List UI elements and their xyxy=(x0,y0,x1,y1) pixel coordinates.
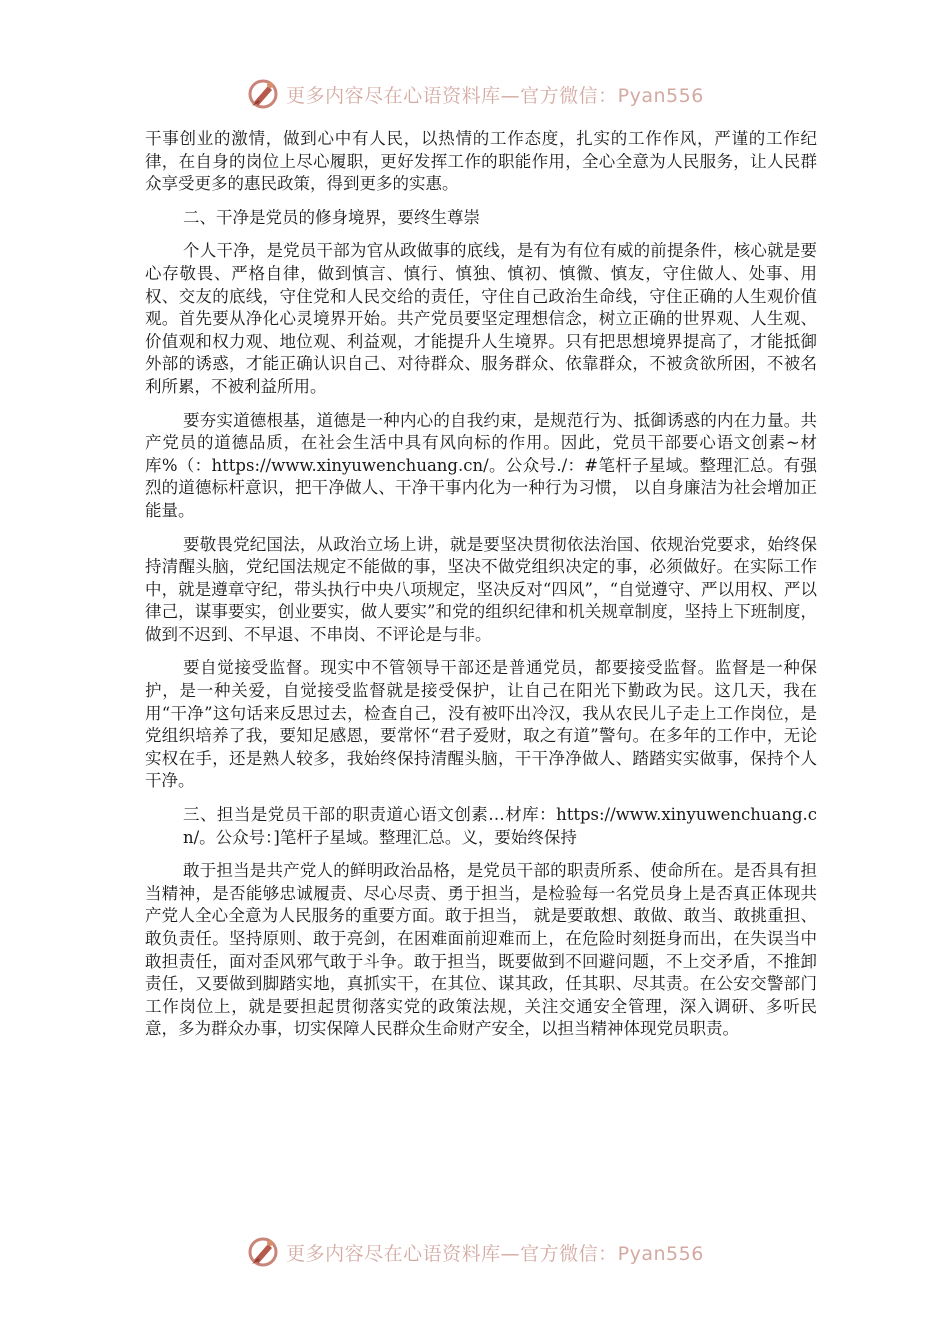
header-banner xyxy=(0,72,950,116)
paragraph: 要敬畏党纪国法，从政治立场上讲，就是要坚决贯彻依法治国、依规治党要求，始终保持清醒头脑，党纪国法规定不能做的事，坚决不做党组织决定的事，必须做好。在实际工作中，就是遵章守纪，带头执行中央八项规定，坚决反对“四风”，“自觉遵守、严以用权、严以律己，谋事要实，创业要实，做人要实”和党的组织纪律和机关规章制度，坚持上下班制度，做到不迟到、不早退、不串岗、不评论是与非。 xyxy=(145,534,817,644)
footer-banner xyxy=(0,1230,950,1274)
header-banner-text: 更多内容尽在心语资料库—官方微信：Pyan556 xyxy=(286,84,704,107)
brand-logo-icon xyxy=(246,1234,282,1270)
section-heading: 三、担当是党员干部的职责道心语文创素…材库：https://www.xinyuwenchuang.cn/。公众号：]笔杆子星域。整理汇总。义，要始终保持 xyxy=(183,805,817,847)
paragraph: 要夯实道德根基，道德是一种内心的自我约束，是规范行为、抵御诱惑的内在力量。共产党员的道德品质，在社会生活中具有风向标的作用。因此，党员干部要心语文创素~材库%（：https://www.xinyuwenchuang.cn/。公众号./：#笔杆子星域。整理汇总。有强烈的道德标杆意识，把干净做人、干净干事内化为一种行为习惯， 以自身廉洁为社会增加正能量。 xyxy=(145,410,817,520)
document-body xyxy=(145,128,817,1052)
paragraph: 个人干净，是党员干部为官从政做事的底线，是有为有位有威的前提条件，核心就是要心存敬畏、严格自律，做到慎言、慎行、慎独、慎初、慎微、慎友，守住做人、处事、用权、交友的底线，守住党和人民交给的责任，守住自己政治生命线，守住正确的人生观价值观。首先要从净化心灵境界开始。共产党员要坚定理想信念，树立正确的世界观、人生观、价值观和权力观、地位观、利益观，才能提升人生境界。只有把思想境界提高了，才能抵御外部的诱惑，才能正确认识自己、对待群众、服务群众、依靠群众，不被贪欲所困，不被名利所累，不被利益所用。 xyxy=(145,241,817,396)
brand-logo-icon xyxy=(246,76,282,112)
footer-banner-text: 更多内容尽在心语资料库—官方微信：Pyan556 xyxy=(286,1242,704,1265)
section-heading: 二、干净是党员的修身境界，要终生尊崇 xyxy=(183,207,480,227)
paragraph: 敢于担当是共产党人的鲜明政治品格，是党员干部的职责所系、使命所在。是否具有担当精神，是否能够忠诚履责、尽心尽责、勇于担当，是检验每一名党员身上是否真正体现共产党人全心全意为人民服务的重要方面。敢于担当， 就是要敢想、敢做、敢当、敢挑重担、敢负责任。坚持原则、敢于亮剑，在困难面前迎难而上，在危险时刻挺身而出，在失误当中敢担责任，面对歪风邪气敢于斗争。敢于担当，既要做到不回避问题，不上交矛盾，不推卸责任，又要做到脚踏实地，真抓实干，在其位、谋其政，任其职、尽其责。在公安交警部门工作岗位上，就是要担起贯彻落实党的政策法规，关注交通安全管理，深入调研、多听民意，多为群众办事，切实保障人民群众生命财产安全，以担当精神体现党员职责。 xyxy=(145,861,817,1039)
paragraph: 干事创业的激情，做到心中有人民，以热情的工作态度，扎实的工作作风，严谨的工作纪律，在自身的岗位上尽心履职，更好发挥工作的职能作用，全心全意为人民服务，让人民群众享受更多的惠民政策，得到更多的实惠。 xyxy=(145,129,817,194)
paragraph: 要自觉接受监督。现实中不管领导干部还是普通党员，都要接受监督。监督是一种保护，是一种关爱，自觉接受监督就是接受保护，让自己在阳光下勤政为民。这几天，我在用“干净”这句话来反思过去，检查自己，没有被吓出冷汉，我从农民儿子走上工作岗位，是党组织培养了我，要知足感恩，要常怀“君子爱财，取之有道”警句。在多年的工作中，无论实权在手，还是熟人较多，我始终保持清醒头脑，干干净净做人、踏踏实实做事，保持个人干净。 xyxy=(145,658,817,791)
